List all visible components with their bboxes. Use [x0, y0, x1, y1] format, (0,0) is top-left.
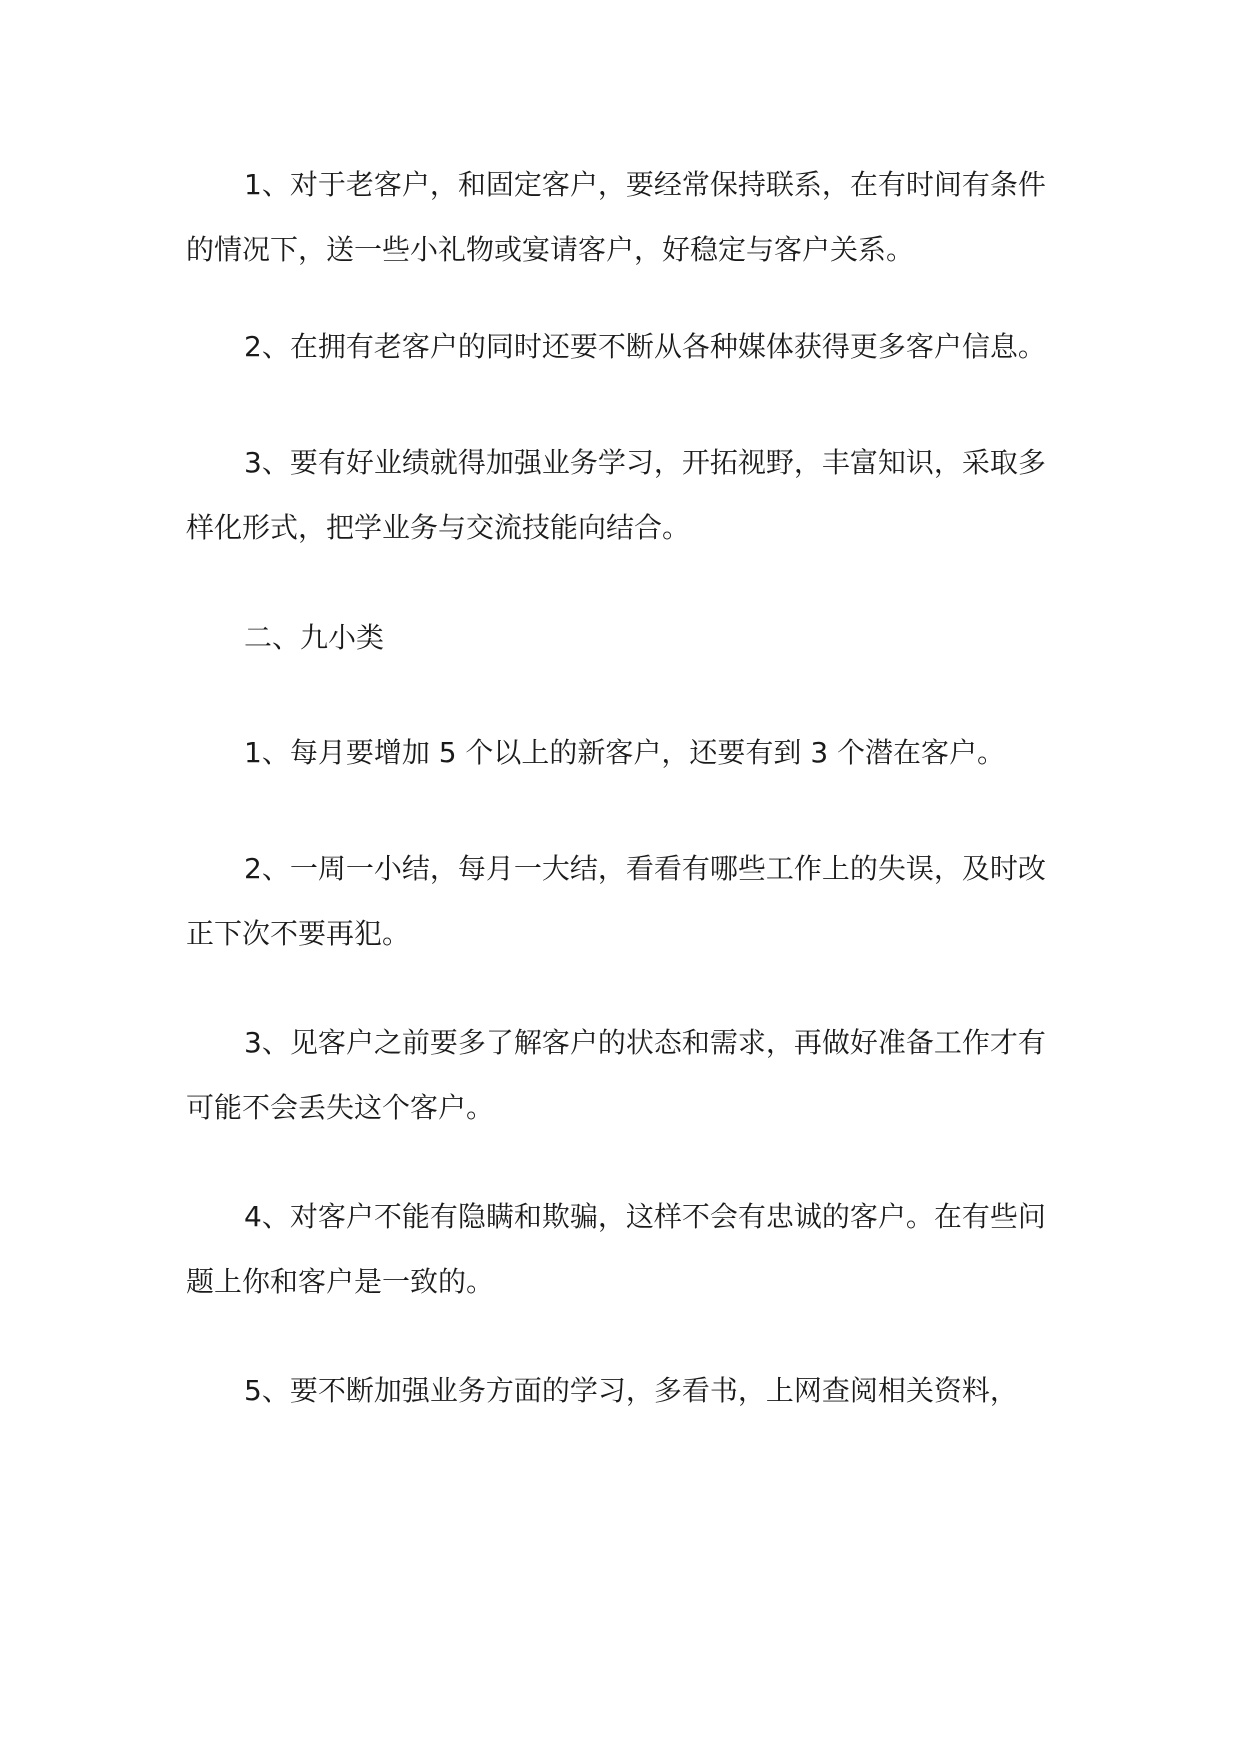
section-heading: 二、九小类 [244, 621, 385, 654]
paragraph-continuous-learning: 5、要不断加强业务方面的学习，多看书，上网查阅相关资料， [244, 1374, 1018, 1407]
paragraph-weekly-summary: 2、一周一小结，每月一大结，看看有哪些工作上的失误，及时改正下次不要再犯。 [186, 852, 1046, 950]
paragraph-honesty: 4、对客户不能有隐瞒和欺骗，这样不会有忠诚的客户。在有些问题上你和客户是一致的。 [186, 1200, 1046, 1298]
paragraph-old-clients: 1、对于老客户，和固定客户，要经常保持联系，在有时间有条件的情况下，送一些小礼物或宴请客户，好稳定与客户关系。 [186, 168, 1046, 266]
paragraph-new-client-info: 2、在拥有老客户的同时还要不断从各种媒体获得更多客户信息。 [244, 330, 1046, 363]
paragraph-client-preparation: 3、见客户之前要多了解客户的状态和需求，再做好准备工作才有可能不会丢失这个客户。 [186, 1026, 1046, 1124]
paragraph-monthly-goal: 1、每月要增加 5 个以上的新客户，还要有到 3 个潜在客户。 [244, 736, 1006, 769]
paragraph-business-study: 3、要有好业绩就得加强业务学习，开拓视野，丰富知识，采取多样化形式，把学业务与交流技能向结合。 [186, 446, 1046, 544]
